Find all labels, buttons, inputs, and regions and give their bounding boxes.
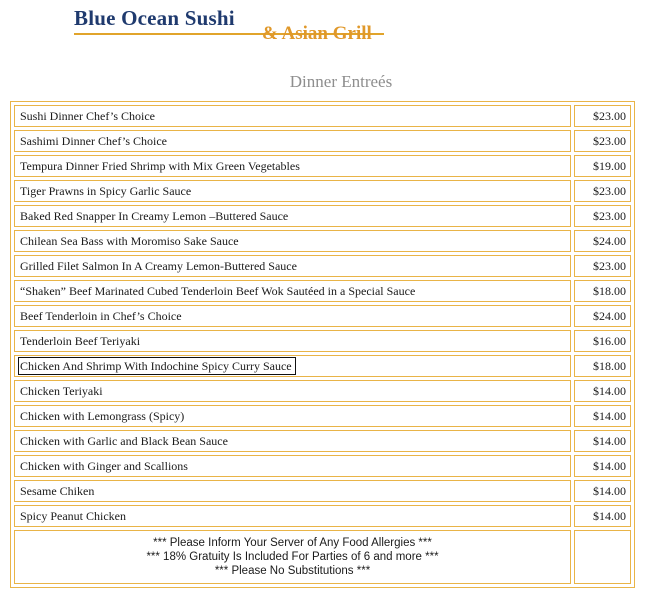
item-price[interactable]: $19.00 — [574, 155, 631, 177]
brand-name: Blue Ocean Sushi — [74, 6, 235, 30]
item-name-cell[interactable] — [14, 205, 571, 227]
menu-table — [10, 101, 635, 588]
table-row — [14, 230, 631, 252]
item-name: “Shaken” Beef Marinated Cubed Tenderloin Beef Wok Sautéed in a Special Sauce — [20, 284, 416, 298]
table-row — [14, 380, 631, 402]
item-price[interactable]: $16.00 — [574, 330, 631, 352]
item-name-cell[interactable] — [14, 330, 571, 352]
item-name: Sesame Chiken — [20, 484, 95, 498]
table-row — [14, 480, 631, 502]
item-name-cell[interactable] — [14, 480, 571, 502]
item-price[interactable]: $14.00 — [574, 455, 631, 477]
table-row — [14, 405, 631, 427]
item-name-cell[interactable] — [14, 180, 571, 202]
table-row — [14, 205, 631, 227]
item-name-cell[interactable] — [14, 355, 571, 377]
gratuity-note: *** 18% Gratuity Is Included For Parties of 6 and more *** — [146, 551, 439, 563]
item-price[interactable]: $23.00 — [574, 130, 631, 152]
item-name: Sashimi Dinner Chef’s Choice — [20, 134, 167, 148]
item-price[interactable]: $23.00 — [574, 255, 631, 277]
notes-row — [14, 530, 631, 584]
item-name-cell[interactable] — [14, 455, 571, 477]
item-name-cell[interactable] — [14, 130, 571, 152]
item-name: Sushi Dinner Chef’s Choice — [20, 109, 155, 123]
item-name-cell[interactable] — [14, 430, 571, 452]
item-name-cell[interactable] — [14, 230, 571, 252]
item-name-cell[interactable] — [14, 155, 571, 177]
table-row — [14, 180, 631, 202]
item-price[interactable]: $23.00 — [574, 180, 631, 202]
table-row-selected — [14, 355, 631, 377]
item-name: Grilled Filet Salmon In A Creamy Lemon-Buttered Sauce — [20, 259, 297, 273]
table-row — [14, 155, 631, 177]
table-row — [14, 330, 631, 352]
item-price[interactable]: $23.00 — [574, 105, 631, 127]
table-row — [14, 130, 631, 152]
policy-notes[interactable] — [14, 530, 571, 584]
table-row — [14, 455, 631, 477]
item-name-cell[interactable] — [14, 505, 571, 527]
brand-subtitle: & Asian Grill — [262, 23, 372, 44]
item-price[interactable]: $14.00 — [574, 480, 631, 502]
item-price[interactable]: $14.00 — [574, 380, 631, 402]
item-name: Baked Red Snapper In Creamy Lemon –Buttered Sauce — [20, 209, 289, 223]
item-price[interactable]: $14.00 — [574, 430, 631, 452]
item-name: Chicken with Garlic and Black Bean Sauce — [20, 434, 228, 448]
item-price[interactable]: $24.00 — [574, 305, 631, 327]
item-name-cell[interactable] — [14, 280, 571, 302]
item-name: Spicy Peanut Chicken — [20, 509, 126, 523]
item-name: Chicken Teriyaki — [20, 384, 103, 398]
item-name: Chicken with Lemongrass (Spicy) — [20, 409, 185, 423]
item-name: Chicken with Ginger and Scallions — [20, 459, 188, 473]
item-name-cell[interactable] — [14, 105, 571, 127]
item-price[interactable]: $18.00 — [574, 355, 631, 377]
allergy-note: *** Please Inform Your Server of Any Food Allergies *** — [153, 537, 432, 549]
item-name: Tempura Dinner Fried Shrimp with Mix Green Vegetables — [20, 159, 300, 173]
item-name: Tenderloin Beef Teriyaki — [20, 334, 141, 348]
item-price[interactable]: $14.00 — [574, 505, 631, 527]
item-price[interactable]: $14.00 — [574, 405, 631, 427]
item-name: Beef Tenderloin in Chef’s Choice — [20, 309, 182, 323]
item-price[interactable]: $24.00 — [574, 230, 631, 252]
item-price[interactable]: $18.00 — [574, 280, 631, 302]
item-name-cell[interactable] — [14, 255, 571, 277]
restaurant-logo — [74, 6, 404, 46]
table-row — [14, 505, 631, 527]
item-name-cell[interactable] — [14, 405, 571, 427]
item-name: Tiger Prawns in Spicy Garlic Sauce — [20, 184, 192, 198]
item-name-cell[interactable] — [14, 305, 571, 327]
substitution-note: *** Please No Substitutions *** — [214, 565, 371, 577]
item-name-cell[interactable] — [14, 380, 571, 402]
table-row — [14, 255, 631, 277]
table-row — [14, 430, 631, 452]
table-row — [14, 105, 631, 127]
table-row — [14, 305, 631, 327]
item-name-selected[interactable]: Chicken And Shrimp With Indochine Spicy Curry Sauce — [20, 359, 292, 373]
table-row — [14, 280, 631, 302]
item-name: Chilean Sea Bass with Moromiso Sake Sauce — [20, 234, 239, 248]
item-price[interactable]: $23.00 — [574, 205, 631, 227]
section-title: Dinner Entreés — [289, 72, 393, 91]
empty-price-cell[interactable] — [574, 530, 631, 584]
